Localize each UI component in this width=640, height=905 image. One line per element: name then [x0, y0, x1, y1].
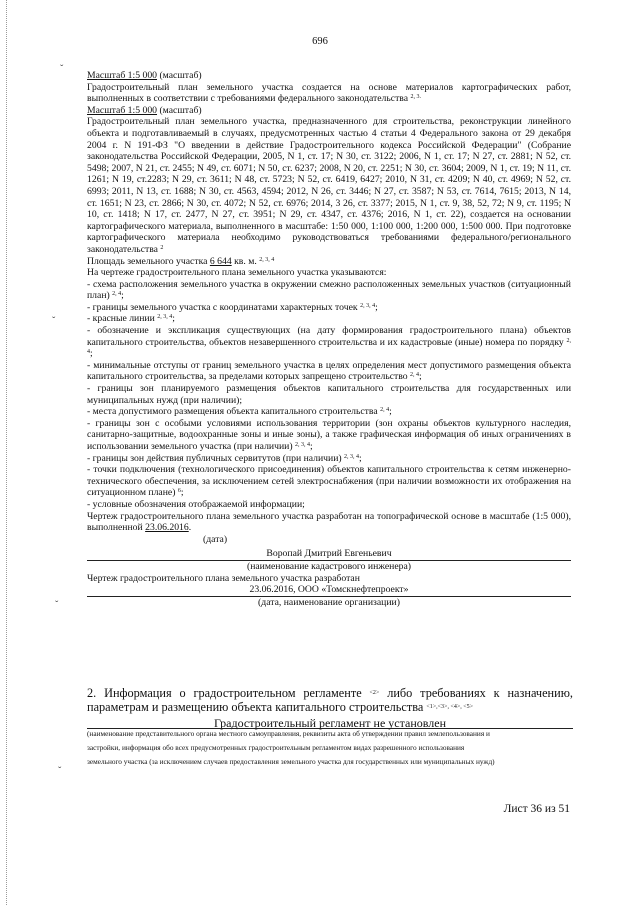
section-2-footnotes	[87, 728, 573, 771]
list-item: - точки подключения (технологического присоединения) объектов капитального строительства к сетям инженерно-технического обеспечения, за исключением сетей электроснабжения (при наличии возможности их отображения на ситуационном плане) $^6$;	[87, 464, 571, 499]
list-item: - обозначение и экспликация существующих (на дату формирования градостроительного плана) объектов капитального строительства, объектов незавершенного строительства и их кадастровые (иные) номера по порядку $^{2, 4}$;	[87, 325, 571, 360]
organization-caption: (дата, наименование организации)	[258, 596, 400, 608]
scan-mark: ˇ	[55, 600, 59, 611]
list-item: - границы земельного участка с координатами характерных точек $^{2, 3, 4}$;	[87, 301, 378, 313]
sheet-counter: Лист 36 из 51	[503, 803, 570, 815]
paragraph-1: Градостроительный план земельного участка создается на основе материалов картографических работ, выполненных в соответствии с требованиями федерального законодательства $^{2, 3.}$	[87, 81, 571, 105]
footnote-line: (наименование представительного органа местного самоуправления, реквизиты акта об утверждении правил землепользования и	[87, 728, 573, 738]
engineer-caption: (наименование кадастрового инженера)	[246, 560, 412, 572]
paragraph-2: Градостроительный план земельного участка, предназначенного для строительства, реконструкции линейного объекта и подготавливаемый в случаях, предусмотренных частью 4 статьи 4 Федерального закона от 29 декабря 2004 г. N 191-ФЗ "О введении в действие Градостроительного кодекса Российской Федерации" (Собрание законодательства Российской Федерации, 2005, N 1, ст. 17; N 30, ст. 3122; 2006, N 1, ст. 17; N 27, ст. 2881; N 52, ст. 5498; 2007, N 21, ст. 2455; N 49, ст. 6071; N 50, ст. 6237; 2008, N 20, ст. 2251; N 30, ст. 3604; 2009, N 1, ст. 19; N 11, ст. 1261; N 19, ст.2283; N 29, ст. 3611; N 48, ст. 5723; N 52, ст. 6419, 6427; 2010, N 31, ст. 4209; N 40, ст. 4969; N 52, ст. 6993; 2011, N 13, ст. 1688; N 30, ст. 4563, 4594; 2012, N 26, ст. 3446; N 27, ст. 3587; N 53, ст. 7614, 7615; 2013, N 14, ст. 1651; N 23, ст. 2866; N 30, ст. 4072; N 52, ст. 6976; 2014, 3 26, ст. 3377; 2015, N 1, ст. 9, 38, 52, 72; N 9, ст. 1195; N 10, ст. 1418; N 17, ст. 2477, N 27, ст. 3951; N 29, ст. 4347, ст. 4376; 2016, N 1, ст. 22), создается на основании картографического материала, выполненного в масштабе: 1:50 000, 1:100 000, 1:200 000, 1:500 000. При подготовке картографического материала необходимо руководствоваться требованиями федерального/регионального законодательства $^2$	[87, 116, 571, 255]
list-item: - места допустимого размещения объекта капитального строительства $^{2, 4}$;	[87, 406, 392, 418]
scan-mark: ˇ	[58, 766, 62, 777]
scale-line-2: Масштаб 1:5 000 (масштаб)	[87, 104, 202, 116]
list-item: - границы зон действия публичных сервитутов (при наличии) $^{2, 3, 4}$;	[87, 452, 362, 464]
list-item: - границы зон с особыми условиями использования территории (зон охраны объектов культурного наследия, санитарно-защитные, водоохранные зоны и иные зоны), а также графическая информация об иных ограничениях в использовании земельного участка (при наличии) $^{2, 3, 4}$;	[87, 417, 571, 452]
developed-by-line: Чертеж градостроительного плана земельного участка разработан	[87, 572, 360, 584]
topo-basis: Чертеж градостроительного плана земельного участка разработан на топографической основе в масштабе (1:5 000), выполненной 23.06.2016.	[87, 510, 571, 534]
section-2-heading: 2. Информация о градостроительном регламенте $^{<2>}$ либо требованиях к назначению, параметрам и размещению объекта капитального строительства $^{<1>,<3>, <4>, <5>}$	[87, 686, 573, 714]
main-text	[87, 70, 571, 608]
list-intro: На чертеже градостроительного плана земельного участка указываются:	[87, 267, 387, 279]
list-item: - условные обозначения отображаемой информации;	[87, 498, 305, 510]
scan-mark: ˇ	[52, 316, 56, 327]
list-item: - схема расположения земельного участка в окружении смежно расположенных земельных участков (ситуационный план) $^{2, 4}$;	[87, 278, 571, 302]
list-item: - красные линии $^{2, 3, 4}$;	[87, 313, 175, 325]
footnote-line: земельного участка (за исключением случаев предоставления земельного участка для государственных или муниципальных нужд)	[87, 757, 495, 766]
regulation-status: Градостроительный регламент не установлен	[214, 716, 446, 730]
organization-value: 23.06.2016, ООО «Томскнефтепроект»	[87, 584, 571, 597]
list-item: - минимальные отступы от границ земельного участка в целях определения мест допустимого размещения объекта капитального строительства, за пределами которых запрещено строительство $^{2, 4}$;	[87, 359, 571, 383]
date-caption: (дата)	[203, 533, 228, 545]
scan-edge-divider	[6, 0, 9, 905]
scale-line-1: Масштаб 1:5 000 (масштаб)	[87, 70, 202, 81]
scan-mark: ˇ	[60, 64, 64, 75]
engineer-name: Воропай Дмитрий Евгеньевич	[87, 548, 571, 561]
page-number: 696	[312, 36, 328, 47]
footnote-line: застройки, информация обо всех предусмотренных градостроительным регламентом видах разрешенного использования	[87, 743, 465, 752]
area-line: Площадь земельного участка 6 644 кв. м. $^{2, 3, 4}$	[87, 255, 275, 267]
section-2	[87, 686, 573, 730]
list-item: - границы зон планируемого размещения объектов капитального строительства для государственных или муниципальных нужд (при наличии);	[87, 383, 571, 406]
